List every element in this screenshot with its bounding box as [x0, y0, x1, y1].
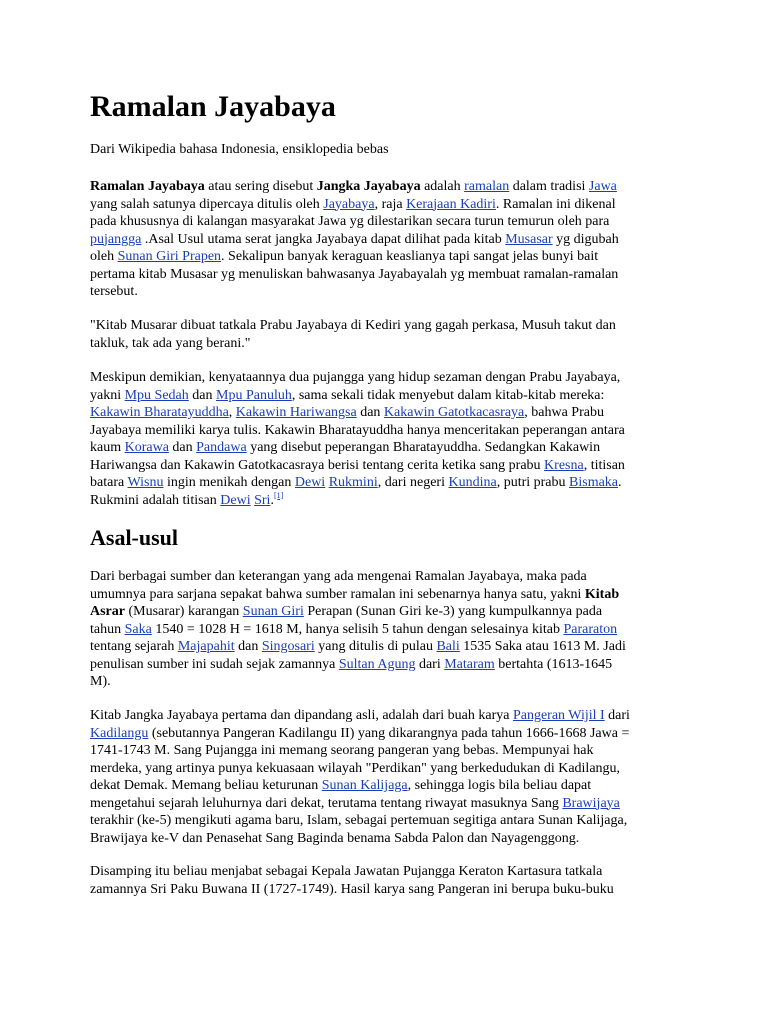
wiki-link-saka[interactable]: Saka	[124, 621, 152, 637]
text-run: M).	[90, 674, 111, 689]
body-paragraph	[90, 369, 680, 509]
text-run: dan	[234, 639, 262, 654]
wiki-link-kundina[interactable]: Kundina	[448, 475, 497, 490]
text-run: .	[270, 492, 274, 508]
body-paragraph	[90, 707, 680, 847]
text-line	[90, 760, 680, 778]
wiki-link-pujangga[interactable]: pujangga	[90, 231, 142, 247]
text-run: Dari berbagai sumber dan keterangan yang ada mengenai Ramalan Jayabaya, maka pada	[90, 569, 587, 584]
text-line	[90, 812, 680, 830]
wiki-link-rukmini[interactable]: Rukmini	[328, 475, 378, 490]
text-run: 1540 = 1028 H = 1618 M, hanya selisih 5 tahun dengan selesainya kitab	[151, 621, 564, 637]
text-line	[90, 881, 680, 899]
wiki-link-jawa[interactable]: Jawa	[588, 179, 617, 194]
text-run: , titisan	[583, 457, 625, 473]
text-line	[90, 638, 680, 656]
text-run: dekat Demak. Memang beliau keturunan	[90, 778, 322, 793]
footnote-ref-link[interactable]: [1]	[273, 490, 284, 500]
text-line	[90, 213, 680, 231]
page-title: Ramalan Jayabaya	[90, 90, 336, 123]
wiki-link-sunan-giri-prapen[interactable]: Sunan Giri Prapen	[117, 249, 222, 264]
text-run: penulisan sumber ini sudah sejak zamannya	[90, 656, 339, 672]
text-run: yang ditulis di pulau	[314, 639, 437, 654]
text-line	[90, 231, 680, 249]
text-line	[90, 439, 680, 457]
wiki-link-majapahit[interactable]: Majapahit	[177, 639, 235, 654]
section-heading: Asal-usul	[90, 525, 179, 550]
wiki-link-korawa[interactable]: Korawa	[124, 440, 169, 455]
text-line	[90, 725, 680, 743]
wiki-link-kadilangu[interactable]: Kadilangu	[90, 725, 149, 741]
text-run: terakhir (ke-5) mengikuti agama baru, Islam, sebagai pertemuan segitiga antara Sunan Kalijaga,	[90, 813, 628, 828]
text-run: tersebut.	[90, 284, 138, 299]
text-line	[90, 863, 680, 881]
text-line	[90, 603, 680, 621]
wiki-link-ramalan[interactable]: ramalan	[464, 179, 510, 194]
text-run: (sebutannya Pangeran Kadilangu II) yang dikarangnya pada tahun 1666-1668 Jawa =	[148, 725, 630, 741]
text-run: mengetahui sejarah leluhurnya dari dekat, terutama tentang riwayat masuknya Sang	[90, 795, 563, 811]
wiki-link-singosari[interactable]: Singosari	[261, 639, 315, 654]
text-run: . Ramalan ini dikenal	[495, 196, 616, 212]
text-run: takluk, tak ada yang berani."	[90, 335, 251, 351]
wiki-link-dewi[interactable]: Dewi	[220, 492, 251, 508]
wiki-link-kakawin-bharatayuddha[interactable]: Kakawin Bharatayuddha	[90, 405, 229, 420]
text-run: batara	[90, 475, 128, 490]
text-run: .Asal Usul utama serat jangka Jayabaya dapat dilihat pada kitab	[141, 231, 506, 247]
text-run: Hariwangsa dan Kakawin Gatotkacasraya berisi tentang cerita ketika sang prabu	[90, 457, 545, 473]
wiki-link-jayabaya[interactable]: Jayabaya	[323, 196, 375, 212]
footnote-ref	[274, 491, 283, 500]
text-line	[90, 586, 680, 604]
text-run: adalah	[420, 179, 465, 194]
wiki-link-mpu-panuluh[interactable]: Mpu Panuluh	[216, 387, 292, 403]
wiki-link-kresna[interactable]: Kresna	[544, 457, 584, 473]
text-run: "Kitab Musarar dibuat tatkala Prabu Jayabaya di Kediri yang gagah perkasa, Musuh takut dan	[90, 318, 616, 333]
text-line	[90, 248, 680, 266]
wiki-link-mataram[interactable]: Mataram	[444, 656, 495, 672]
wiki-link-pandawa[interactable]: Pandawa	[196, 440, 247, 455]
text-line	[90, 422, 680, 440]
text-line	[90, 492, 680, 510]
text-run: 1741-1743 M. Sang Pujangga ini memang seorang pangeran yang bebas. Mempunyai hak	[90, 743, 594, 758]
wiki-link-mpu-sedah[interactable]: Mpu Sedah	[124, 387, 189, 403]
wiki-link-sultan-agung[interactable]: Sultan Agung	[338, 656, 416, 672]
text-run: .	[618, 475, 622, 490]
text-line	[90, 369, 680, 387]
text-run: , raja	[374, 196, 407, 212]
bold-term: Ramalan Jayabaya	[90, 179, 205, 194]
text-run: zamannya Sri Paku Buwana II (1727-1749). Hasil karya sang Pangeran ini berupa buku-buku	[90, 881, 614, 897]
text-run: bertahta (1613-1645	[494, 656, 613, 672]
text-run: dan	[188, 387, 216, 403]
text-run: ,	[228, 405, 236, 420]
wiki-link-dewi[interactable]: Dewi	[294, 475, 326, 490]
text-line	[90, 568, 680, 586]
intro-paragraph	[90, 178, 680, 301]
site-tagline: Dari Wikipedia bahasa Indonesia, ensiklopedia bebas	[90, 142, 389, 157]
text-line	[90, 196, 680, 214]
text-line	[90, 387, 680, 405]
text-line	[90, 266, 680, 284]
text-line	[90, 830, 680, 848]
wiki-link-kakawin-hariwangsa[interactable]: Kakawin Hariwangsa	[235, 405, 357, 420]
wiki-link-sunan-giri[interactable]: Sunan Giri	[242, 604, 304, 619]
text-line	[90, 795, 680, 813]
text-run: umumnya para sarjana sepakat bahwa sumber ramalan ini sebenarnya hanya satu, yakni	[90, 586, 585, 602]
text-run: Brawijaya ke-V dan Penasehat Sang Baginda benama Sabda Palon dan Nayagenggong.	[90, 830, 580, 846]
bold-term: Asrar	[90, 604, 125, 619]
text-line	[90, 621, 680, 639]
text-run: 1535 Saka atau 1613 M. Jadi	[459, 639, 626, 654]
text-run: yakni	[90, 387, 125, 403]
text-line	[90, 178, 680, 196]
text-run: . Sekalipun banyak keraguan keaslianya tapi sangat jelas bunyi bait	[221, 249, 599, 264]
text-run: pada khususnya di kalangan masyarakat Jawa yg dilestarikan secara turun temurun oleh para	[90, 214, 610, 229]
text-line	[90, 777, 680, 795]
text-line	[90, 742, 680, 760]
text-run: oleh	[90, 249, 118, 264]
wiki-link-sri[interactable]: Sri	[254, 492, 271, 508]
text-line	[90, 404, 680, 422]
text-line	[90, 317, 680, 335]
wiki-link-kerajaan-kadiri[interactable]: Kerajaan Kadiri	[406, 196, 496, 212]
wiki-link-sunan-kalijaga[interactable]: Sunan Kalijaga	[321, 778, 408, 793]
text-line	[90, 673, 680, 691]
wiki-link-bali[interactable]: Bali	[436, 639, 460, 654]
text-run: ingin menikah dengan	[163, 475, 295, 490]
text-run: yg digubah	[552, 231, 619, 247]
text-run: merdeka, yang artinya punya kekuasaan wilayah "Perdikan" yang berkedudukan di Kadilangu,	[90, 760, 621, 776]
text-run: Perapan (Sunan Giri ke-3) yang kumpulkannya pada	[303, 604, 603, 619]
text-line	[90, 335, 680, 353]
text-run: , sehingga logis bila beliau dapat	[407, 778, 592, 793]
quote-paragraph	[90, 317, 680, 352]
text-run: pertama kitab Musasar yg menuliskan bahwasanya Jayabayalah yg membuat ramalan-ramalan	[90, 266, 619, 282]
text-run: atau sering disebut	[204, 179, 317, 194]
text-run: dari	[415, 656, 445, 672]
text-run: kaum	[90, 440, 125, 455]
text-run: (Musarar) karangan	[125, 604, 243, 619]
text-run: dalam tradisi	[509, 179, 589, 194]
text-line	[90, 474, 680, 492]
wiki-link-kakawin-gatotkacasraya[interactable]: Kakawin Gatotkacasraya	[383, 405, 525, 420]
text-run: Rukmini adalah titisan	[90, 492, 221, 508]
text-run: yang disebut peperangan Bharatayuddha. Sedangkan Kakawin	[246, 440, 601, 455]
text-run: yang salah satunya dipercaya ditulis oleh	[90, 196, 324, 212]
text-run: , dari negeri	[377, 475, 449, 490]
text-run: Meskipun demikian, kenyataannya dua pujangga yang hidup sezaman dengan Prabu Jayabaya,	[90, 370, 621, 385]
wiki-link-brawijaya[interactable]: Brawijaya	[562, 795, 620, 811]
body-paragraph	[90, 863, 680, 898]
text-run: , bahwa Prabu	[524, 405, 604, 420]
bold-term: Kitab	[584, 586, 620, 602]
text-line	[90, 707, 680, 725]
text-line	[90, 283, 680, 301]
text-run: tahun	[90, 621, 125, 637]
text-run: , sama sekali tidak menyebut dalam kitab-kitab mereka:	[291, 387, 605, 403]
wiki-link-wisnu[interactable]: Wisnu	[127, 475, 164, 490]
text-run: Jayabaya memiliki karya tulis. Kakawin Bharatayuddha hanya menceritakan peperangan antara	[90, 422, 625, 438]
text-line	[90, 457, 680, 475]
body-paragraph	[90, 568, 680, 691]
bold-term: Jangka Jayabaya	[316, 179, 421, 194]
text-line	[90, 656, 680, 674]
text-run: dari	[604, 708, 630, 723]
text-run: dan	[168, 440, 197, 455]
wiki-link-bismaka[interactable]: Bismaka	[569, 475, 619, 490]
text-run: tentang sejarah	[90, 639, 178, 654]
text-run: Disamping itu beliau menjabat sebagai Kepala Jawatan Pujangga Keraton Kartasura tatkala	[90, 864, 603, 879]
text-run: dan	[356, 405, 384, 420]
wiki-link-musasar[interactable]: Musasar	[505, 231, 553, 247]
text-run: Kitab Jangka Jayabaya pertama dan dipandang asli, adalah dari buah karya	[90, 708, 513, 723]
text-run: , putri prabu	[496, 475, 570, 490]
wiki-link-pangeran-wijil-i[interactable]: Pangeran Wijil I	[512, 708, 605, 723]
wiki-link-pararaton[interactable]: Pararaton	[563, 621, 618, 637]
